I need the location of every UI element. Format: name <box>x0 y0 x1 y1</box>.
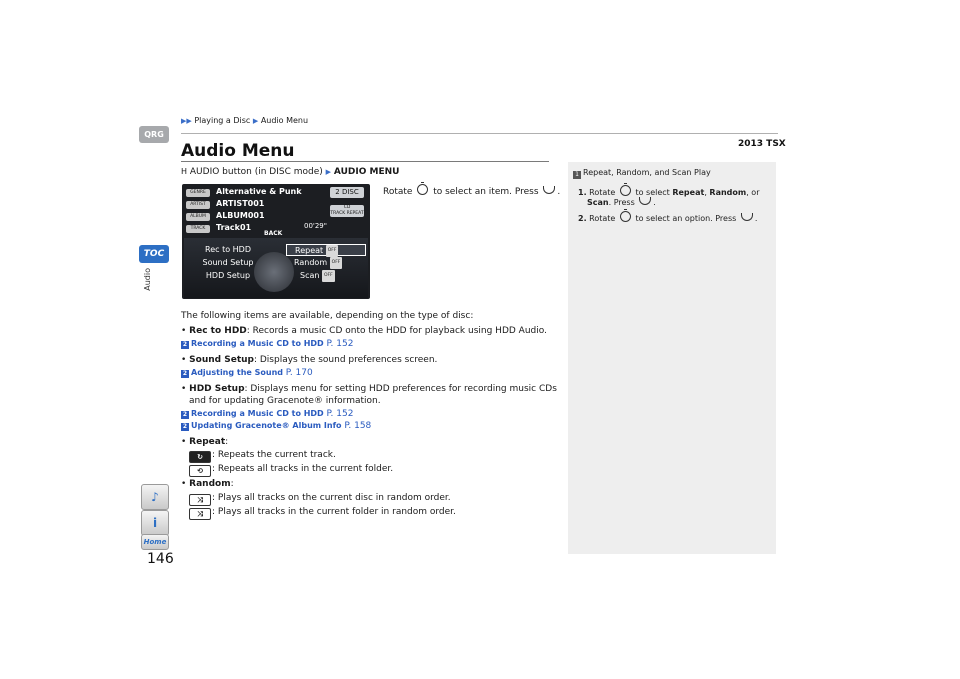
model-label: 2013 TSX <box>738 139 786 149</box>
note-marker-icon: 1 <box>573 171 581 179</box>
voice-icon: ♪ <box>151 490 159 504</box>
artist-value: ARTIST001 <box>216 199 265 208</box>
note-step-1-cont <box>587 197 656 207</box>
note-step-1-select: to select <box>635 188 670 197</box>
instruction-select: to select an item. Press <box>433 187 539 197</box>
random-disc-desc: : Plays all tracks on the current disc in random order. <box>212 493 451 503</box>
note-heading <box>573 168 711 179</box>
item-sound-desc: : Displays the sound preferences screen. <box>253 355 438 365</box>
link-arrow-icon: 2 <box>182 370 188 377</box>
repeat-track-desc: : Repeats the current track. <box>212 450 336 460</box>
audio-menu-screen <box>182 184 370 299</box>
instruction <box>383 184 560 197</box>
item-random: • Random: <box>181 479 234 489</box>
option-random-label: Random <box>294 258 328 267</box>
album-tag: ALBUM <box>186 213 210 221</box>
album-value: ALBUM001 <box>216 211 265 220</box>
menu-hdd-setup[interactable]: HDD Setup <box>205 271 251 280</box>
info-button[interactable] <box>141 510 169 536</box>
repeat-folder-icon: ⟲ <box>189 465 211 477</box>
link-updating-gracenote[interactable] <box>181 421 371 431</box>
option-scan-label: Scan <box>300 271 320 280</box>
press-dial-icon <box>543 186 555 194</box>
link-arrow-icon: 2 <box>182 341 188 348</box>
note-period: . <box>653 198 656 207</box>
option-random[interactable] <box>286 257 370 269</box>
breadcrumb <box>181 116 308 125</box>
link-updating-gracenote-label: Updating Gracenote® Album Info <box>191 421 342 430</box>
voice-command-button[interactable] <box>141 484 169 510</box>
note-scan: Scan <box>587 198 609 207</box>
item-rec-desc: : Records a music CD onto the HDD for playback using HDD Audio. <box>246 326 547 336</box>
link-recording-cd-2-label: Recording a Music CD to HDD <box>191 409 324 418</box>
title-rule <box>181 161 549 162</box>
track-value: Track01 <box>216 223 252 232</box>
cd-label: CD <box>343 205 351 210</box>
header-rule <box>181 133 778 134</box>
breadcrumb-audio-menu[interactable]: Audio Menu <box>260 116 309 125</box>
back-label: BACK <box>264 230 283 237</box>
note-step-2-end: . <box>754 214 758 223</box>
note-step-1 <box>578 185 760 197</box>
genre-value: Alternative & Punk <box>216 187 302 196</box>
link-adjusting-sound[interactable] <box>181 368 313 378</box>
note-comma: , <box>704 188 707 197</box>
link-arrow-icon: 2 <box>182 423 188 430</box>
track-repeat-label: TRACK REPEAT <box>330 211 364 216</box>
section-label: Audio <box>143 268 152 291</box>
random-folder-line <box>189 507 456 520</box>
item-repeat-colon: : <box>225 437 229 447</box>
interface-dial-icon <box>417 184 428 195</box>
item-repeat: • Repeat: <box>181 437 229 447</box>
item-sound-setup: • Sound Setup: Displays the sound preferences screen. <box>181 355 438 365</box>
link-recording-cd-2-page: P. 152 <box>326 409 354 419</box>
page-number: 146 <box>147 551 174 567</box>
off-chip: OFF <box>330 257 343 269</box>
home-button[interactable] <box>141 534 169 550</box>
qrg-button[interactable]: QRG <box>139 126 169 143</box>
random-folder-desc: : Plays all tracks in the current folder in random order. <box>212 507 456 517</box>
random-folder-icon: ⤨ <box>189 508 211 520</box>
instruction-rotate: Rotate <box>383 187 413 197</box>
link-recording-cd[interactable] <box>181 339 353 349</box>
item-sound-label: Sound Setup <box>189 355 254 365</box>
intro-text: The following items are available, depending on the type of disc: <box>181 311 474 321</box>
breadcrumb-playing-a-disc[interactable]: Playing a Disc <box>194 116 251 125</box>
note-or: , or <box>746 188 760 197</box>
item-hdd-desc2: and for updating Gracenote® information. <box>189 396 381 406</box>
note-random: Random <box>709 188 747 197</box>
repeat-folder-desc: : Repeats all tracks in the current folder. <box>212 464 394 474</box>
triangle-right-icon: ▶ <box>325 168 332 176</box>
triangle-right-icon: ▶▶ <box>181 117 192 125</box>
note-step-2-select: to select an option. Press <box>635 214 737 223</box>
note-press: . Press <box>608 198 635 207</box>
menu-path <box>181 167 399 177</box>
link-arrow-icon: 2 <box>182 411 188 418</box>
random-disc-icon: ⤨ <box>189 494 211 506</box>
instruction-end: . <box>557 187 561 197</box>
note-step-2-number: 2. <box>578 214 587 223</box>
link-recording-cd-page: P. 152 <box>326 339 354 349</box>
item-hdd-setup: • HDD Setup: Displays menu for setting HDD preferences for recording music CDs <box>181 384 557 394</box>
home-label: Home <box>143 538 167 546</box>
note-step-2 <box>578 211 757 223</box>
note-heading-text: Repeat, Random, and Scan Play <box>583 168 711 177</box>
repeat-track-line <box>189 450 336 463</box>
menu-rec-to-hdd[interactable]: Rec to HDD <box>205 245 251 254</box>
off-chip: OFF <box>326 245 339 257</box>
interface-dial-icon <box>620 185 631 196</box>
disc-badge: 2 DISC <box>330 187 364 198</box>
track-repeat-badge <box>330 205 364 217</box>
menu-path-menu: AUDIO MENU <box>333 167 400 177</box>
press-dial-icon <box>741 213 753 221</box>
option-scan[interactable] <box>286 270 370 282</box>
item-random-colon: : <box>230 479 234 489</box>
info-icon: i <box>152 516 158 530</box>
link-recording-cd-2[interactable] <box>181 409 353 419</box>
menu-path-button: AUDIO button (in DISC mode) <box>189 167 323 177</box>
option-repeat-label: Repeat <box>295 246 324 255</box>
link-recording-cd-label: Recording a Music CD to HDD <box>191 339 324 348</box>
interface-dial-icon <box>620 211 631 222</box>
triangle-right-icon: ▶ <box>252 117 259 125</box>
item-hdd-label: HDD Setup <box>189 384 245 394</box>
link-adjusting-sound-label: Adjusting the Sound <box>191 368 283 377</box>
elapsed-time: 00'29" <box>304 222 327 230</box>
genre-tag: GENRE <box>186 189 210 197</box>
item-rec-to-hdd: • Rec to HDD: Records a music CD onto the HDD for playback using HDD Audio. <box>181 326 547 336</box>
note-step-2-rotate: Rotate <box>589 214 616 223</box>
page-title: Audio Menu <box>181 141 295 161</box>
note-step-1-number: 1. <box>578 188 587 197</box>
track-tag: TRACK <box>186 225 210 233</box>
note-step-1-rotate: Rotate <box>589 188 616 197</box>
press-dial-icon <box>639 197 651 205</box>
menu-sound-setup[interactable]: Sound Setup <box>202 258 254 267</box>
link-updating-gracenote-page: P. 158 <box>344 421 372 431</box>
artist-tag: ARTIST <box>186 201 210 209</box>
item-random-label: Random <box>189 479 231 489</box>
random-disc-line <box>189 493 451 506</box>
repeat-folder-line <box>189 464 393 477</box>
toc-button[interactable]: TOC <box>139 245 169 263</box>
hold-icon: H <box>181 167 188 176</box>
off-chip: OFF <box>322 270 335 282</box>
repeat-track-icon: ↻ <box>189 451 211 463</box>
link-adjusting-sound-page: P. 170 <box>285 368 313 378</box>
option-repeat[interactable] <box>286 244 366 256</box>
item-repeat-label: Repeat <box>189 437 226 447</box>
item-rec-label: Rec to HDD <box>189 326 247 336</box>
note-repeat: Repeat <box>672 188 705 197</box>
item-hdd-desc: : Displays menu for setting HDD preferences for recording music CDs <box>244 384 557 394</box>
